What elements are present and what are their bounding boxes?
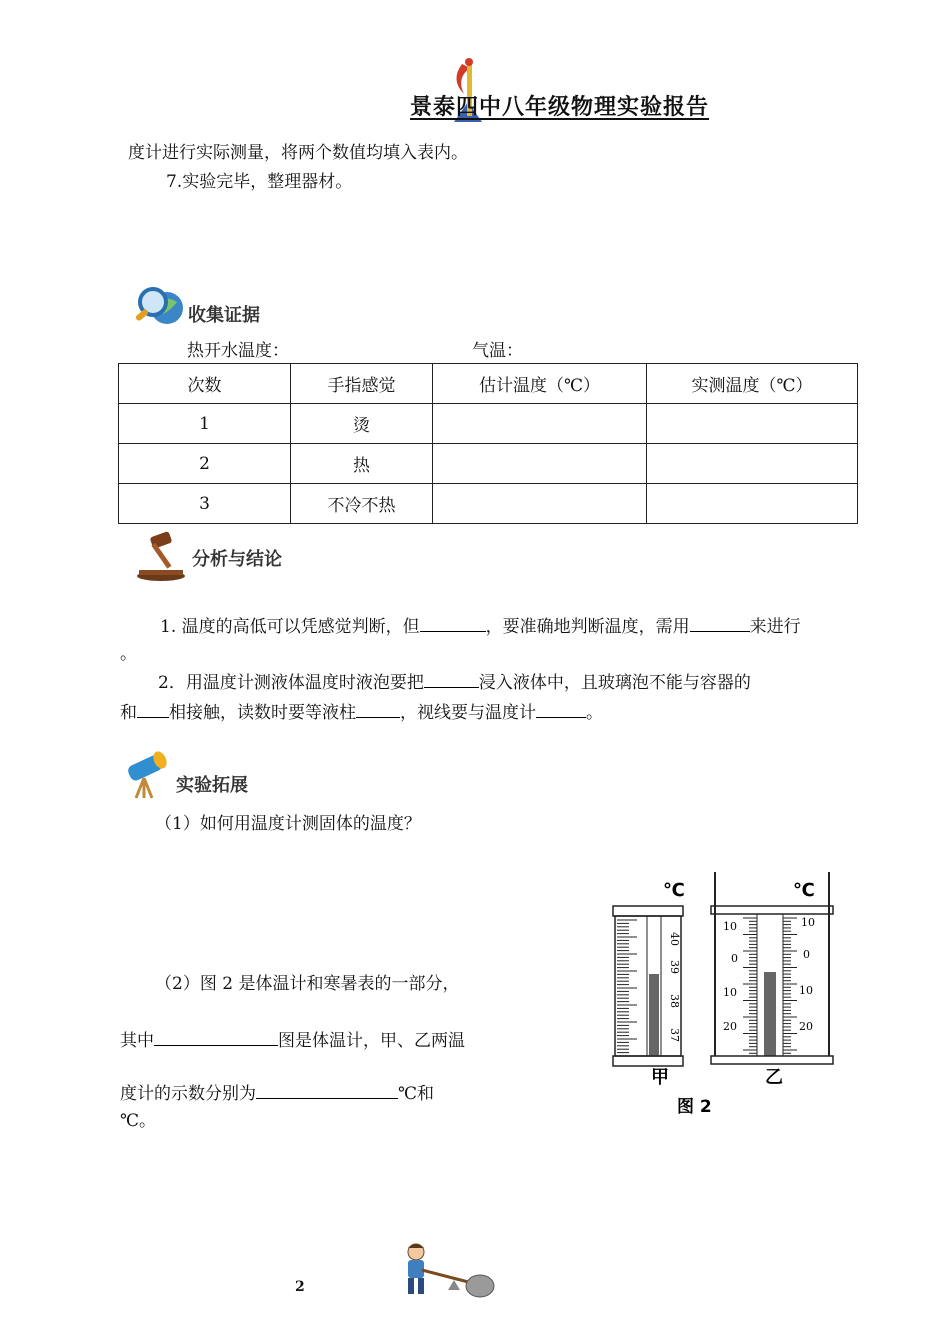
answer-blank[interactable] [256,1080,398,1099]
water-temp-label: 热开水温度： [187,341,289,361]
analysis-question-2-cont [120,699,603,725]
answer-blank[interactable] [690,613,750,632]
extension-question-2-line4: ℃。 [120,1111,157,1131]
table-row [119,444,858,484]
extension-question-2-line3 [120,1080,434,1106]
yi-tick-label: 10 [723,920,737,933]
data-table [118,363,858,524]
q2-text-d: 相接触，读数时要等液柱 [169,703,356,723]
jia-tick-label: 37 [668,1028,681,1042]
table-header: 实测温度（℃） [647,364,858,404]
q2-text-f: 。 [586,703,603,723]
yi-liquid-column [764,972,776,1056]
table-cell[interactable] [647,484,858,524]
section-title-extension: 实验拓展 [176,775,248,796]
analysis-question-1 [160,613,801,639]
yi-tick-label: 20 [799,1020,813,1033]
yi-tick-label: 0 [803,948,810,961]
page-number: 2 [295,1279,305,1295]
analysis-question-2 [158,669,751,695]
extension-question-2: （2）图 2 是体温计和寒暑表的一部分， [155,974,460,994]
extension-question-2-line2 [120,1027,465,1053]
q1-text-c: 来进行 [749,617,801,637]
page-title: 景泰四中八年级物理实验报告 [410,94,710,120]
jia-tick-label: 39 [668,960,681,974]
section-title-evidence: 收集证据 [188,305,260,326]
q2-text-e: ，视线要与温度计 [400,703,536,723]
q2ext-text-d: 度计的示数分别为 [120,1084,256,1104]
magnifier-globe-icon [133,284,185,330]
thermometer-figure [605,868,845,1118]
table-header: 估计温度（℃） [433,364,647,404]
telescope-icon [120,750,174,802]
q2ext-text-c: 图是体温计，甲、乙两温 [278,1031,465,1051]
table-header: 次数 [119,364,291,404]
jia-tick-label: 38 [668,994,681,1008]
answer-blank[interactable] [424,669,479,688]
answer-blank[interactable] [420,613,486,632]
q2-text-c: 和 [120,703,137,723]
extension-question-1: （1）如何用温度计测固体的温度？ [155,814,421,834]
table-cell: 烫 [291,404,433,444]
jia-scale-ticks [617,920,637,1053]
table-cell: 热 [291,444,433,484]
lever-cartoon-icon [396,1240,496,1302]
table-cell[interactable] [433,404,647,444]
table-cell: 2 [119,444,291,484]
answer-blank[interactable] [137,699,169,718]
table-cell[interactable] [647,444,858,484]
q1-text-d: 。 [120,644,137,664]
intro-line-2: 7.实验完毕，整理器材。 [166,172,353,192]
table-cell: 3 [119,484,291,524]
yi-bottom-cap [711,1056,833,1064]
table-cell[interactable] [433,484,647,524]
air-temp-label: 气温： [472,341,523,361]
table-cell: 不冷不热 [291,484,433,524]
yi-tick-label: 10 [799,984,813,997]
table-header: 手指感觉 [291,364,433,404]
q1-text-a: 1. 温度的高低可以凭感觉判断，但 [160,617,420,637]
answer-blank[interactable] [356,699,400,718]
table-row [119,484,858,524]
intro-line-1: 度计进行实际测量，将两个数值均填入表内。 [128,143,468,163]
q1-text-b: ，要准确地判断温度，需用 [485,617,690,637]
q2ext-text-b: 其中 [120,1031,154,1051]
q2ext-text-e: ℃和 [398,1084,435,1104]
table-row [119,404,858,444]
celsius-unit-jia: ℃ [663,880,685,901]
celsius-unit-yi: ℃ [793,880,815,901]
table-cell[interactable] [647,404,858,444]
jia-liquid-column [649,974,659,1056]
jia-label: 甲 [651,1067,669,1088]
table-header-row [119,364,858,404]
jia-top-cap [613,906,683,916]
jia-tick-label: 40 [668,932,681,946]
section-title-analysis: 分析与结论 [192,549,282,570]
yi-tick-label: 10 [801,916,815,929]
yi-top-cap [711,906,833,914]
yi-label: 乙 [765,1067,783,1088]
gavel-icon [133,528,189,584]
answer-blank[interactable] [154,1027,278,1046]
yi-tick-label: 20 [723,1020,737,1033]
jia-bottom-cap [613,1056,683,1066]
table-cell[interactable] [433,444,647,484]
q2-text-b: 浸入液体中，且玻璃泡不能与容器的 [478,673,751,693]
yi-tick-label: 10 [723,986,737,999]
answer-blank[interactable] [536,699,586,718]
yi-tick-label: 0 [731,952,738,965]
table-cell: 1 [119,404,291,444]
figure-caption: 图 2 [677,1097,712,1117]
q2-text-a: 2．用温度计测液体温度时液泡要把 [158,673,424,693]
